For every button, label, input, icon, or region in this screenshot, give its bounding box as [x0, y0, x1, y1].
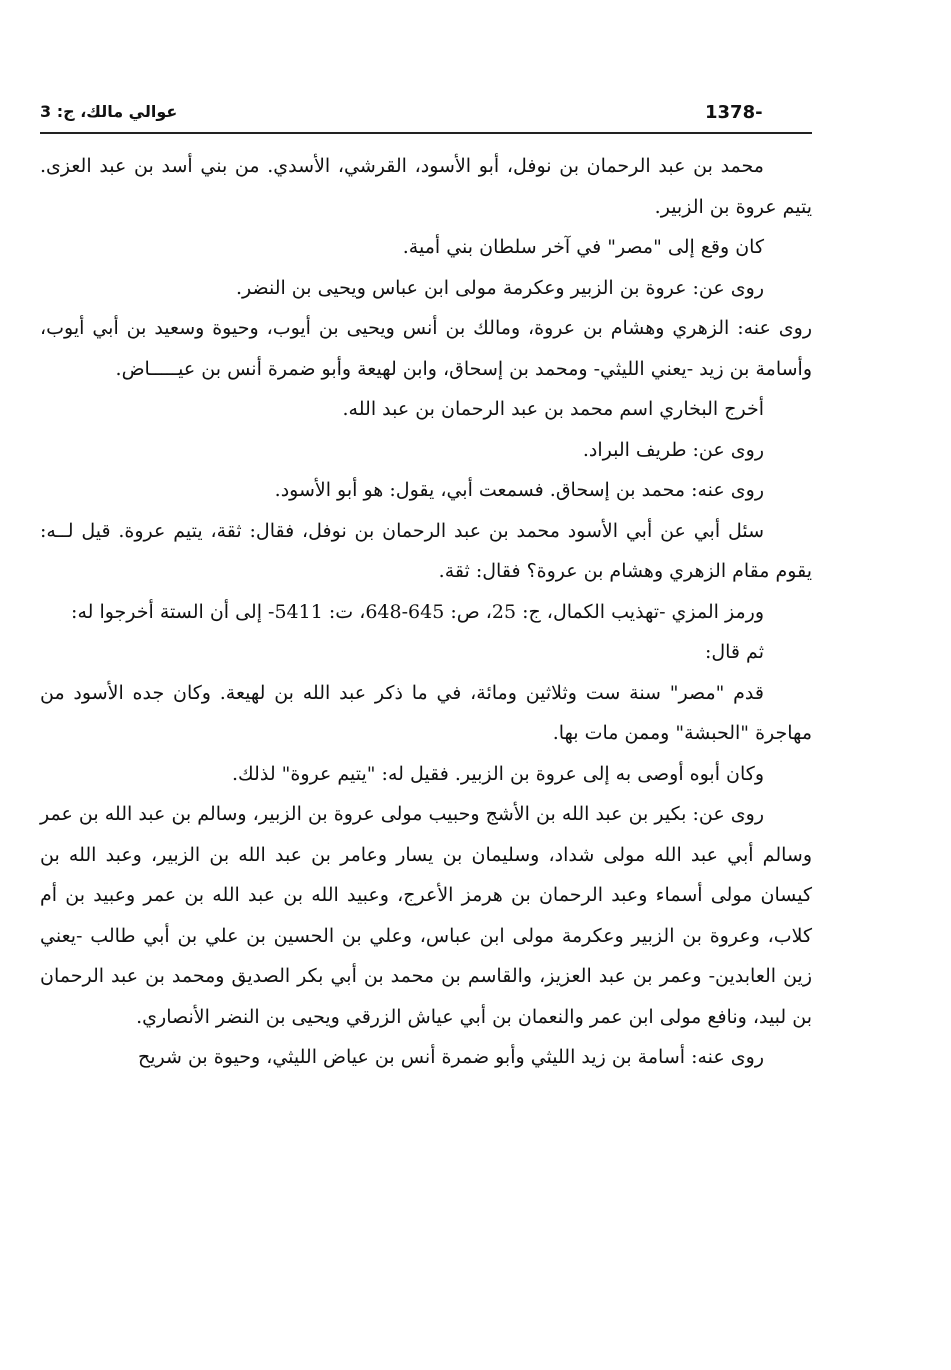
page-header: [40, 92, 812, 134]
paragraph: روى عنه: الزهري وهشام بن عروة، ومالك بن أنس ويحيى بن أيوب، وحيوة وسعيد بن أبي أيوب، وأسامة بن زيد -يعني الليثي- ومحمد بن إسحاق، وابن لهيعة وأبو ضمرة أنس بن عيـــــاض.: [40, 317, 812, 380]
paragraph: قدم "مصر" سنة ست وثلاثين ومائة، في ما ذكر عبد الله بن لهيعة. وكان جده الأسود من مهاجرة "الحبشة" وممن مات بها.: [40, 681, 812, 744]
paragraph: محمد بن عبد الرحمان بن نوفل، أبو الأسود، القرشي، الأسدي. من بني أسد بن عبد العزى. يتيم عروة بن الزبير.: [40, 155, 812, 218]
paragraph: أخرج البخاري اسم محمد بن عبد الرحمان بن عبد الله.: [342, 398, 764, 420]
paragraph: روى عن: طريف البراد.: [582, 438, 764, 461]
paragraph: روى عنه: محمد بن إسحاق. فسمعت أبي، يقول: هو أبو الأسود.: [274, 479, 764, 501]
paragraph: روى عنه: أسامة بن زيد الليثي وأبو ضمرة أنس بن عياض الليثي، وحيوة بن شريح: [137, 1046, 764, 1068]
paragraph: روى عن: بكير بن عبد الله بن الأشج وحبيب مولى عروة بن الزبير، وسالم بن عبد الله بن عمر وسالم أبي عبد الله مولى شداد، وسليمان بن يسار وعامر بن عبد الله بن الزبير، وعبد الله بن كيسان مولى أسماء وعبد الرحمان بن هرمز الأعرج، وعبيد الله بن عبد الله بن عمر وعبيد بن أم كلاب، وعروة بن الزبير وعكرمة مولى ابن عباس، وعلي بن الحسين بن علي بن أبي طالب -يعني زين العابدين- وعمر بن عبد العزيز، والقاسم بن محمد بن أبي بكر الصديق ومحمد بن عبد الرحمان بن لبيد، ونافع مولى ابن عمر والنعمان بن أبي عياش الزرقي ويحيى بن النضر الأنصاري.: [40, 803, 812, 1028]
paragraph: سئل أبي عن أبي الأسود محمد بن عبد الرحمان بن نوفل، فقال: ثقة، يتيم عروة. قيل لــه: يقوم مقام الزهري وهشام بن عروة؟ فقال: ثقة.: [40, 519, 812, 582]
paragraph: وكان أبوه أوصى به إلى عروة بن الزبير. فقيل له: "يتيم عروة" لذلك.: [232, 762, 764, 785]
body-text: [40, 146, 812, 1078]
paragraph: روى عن: عروة بن الزبير وعكرمة مولى ابن عباس ويحيى بن النضر.: [235, 276, 764, 299]
paragraph: ثم قال:: [704, 641, 764, 663]
page-number: 1378-: [705, 102, 763, 123]
paragraph: كان وقع إلى "مصر" في آخر سلطان بني أمية.: [402, 236, 764, 258]
paragraph: ورمز المزي -تهذيب الكمال، ج: 25، ص: 645-648، ت: 5411- إلى أن الستة أخرجوا له:: [71, 600, 764, 623]
document-page: [40, 92, 812, 1322]
running-title: عوالي مالك، ج: 3: [40, 102, 178, 121]
